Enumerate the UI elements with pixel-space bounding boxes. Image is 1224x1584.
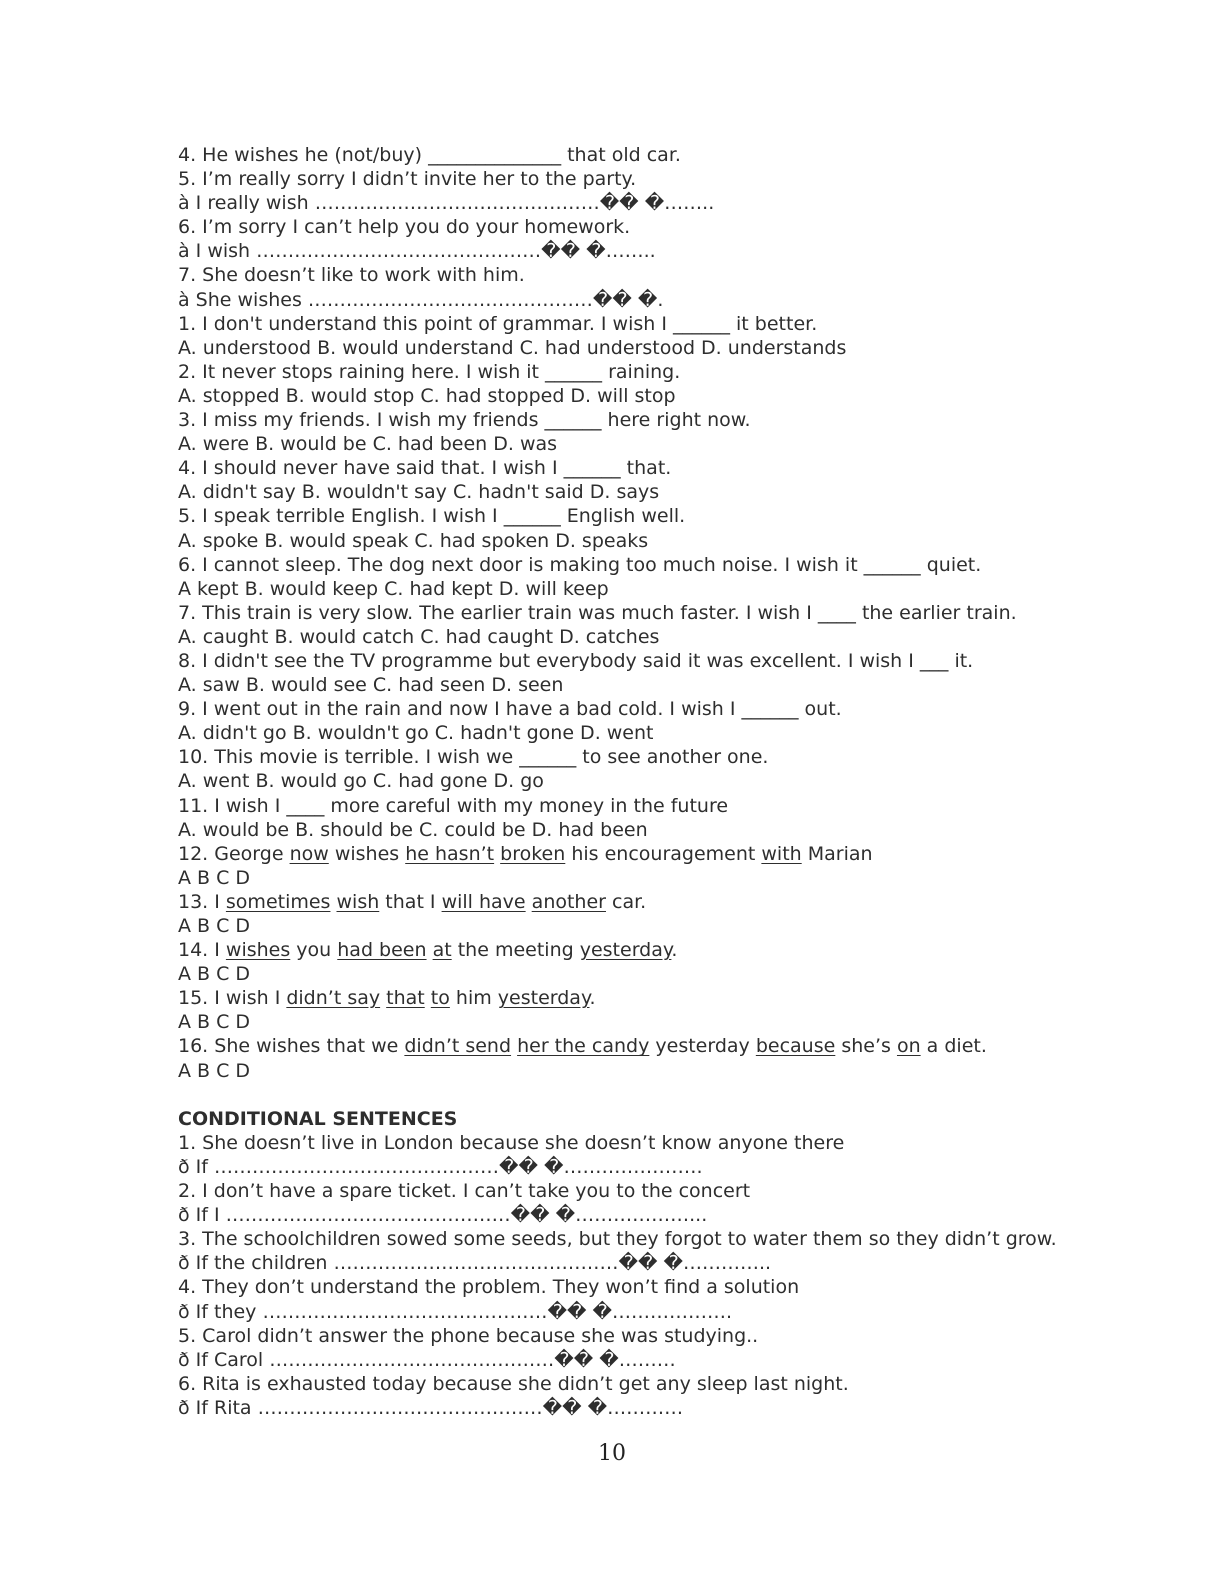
answer-options: A. were B. would be C. had been D. was <box>178 433 558 456</box>
text-segment: the meeting <box>451 939 580 962</box>
exercise-line: ð If ………………………………………�� �…………………. <box>178 1155 703 1178</box>
text-segment: 12. George <box>178 842 290 865</box>
answer-letters: A B C D <box>178 915 251 937</box>
answer-letters: A B C D <box>178 866 251 889</box>
exercise-line: à I wish ………………………………………�� �…….. <box>178 240 656 263</box>
answer-options: A. didn't say B. wouldn't say C. hadn't said D. says <box>178 481 660 504</box>
error-question-line <box>178 842 1158 866</box>
underlined-segment: her the candy <box>517 1035 650 1058</box>
wish-error-identification-section <box>178 842 1158 1083</box>
exercise-line: à She wishes ………………………………………�� �. <box>178 288 664 311</box>
answer-options: A. understood B. would understand C. had understood D. understands <box>178 336 847 359</box>
question-line: 7. This train is very slow. The earlier train was much faster. I wish I ____ the earlier train. <box>178 601 1017 624</box>
underlined-segment: that <box>386 987 425 1010</box>
exercise-line: 4. They don’t understand the problem. They won’t find a solution <box>178 1276 800 1299</box>
exercise-line: ð If the children ………………………………………�� �………….. <box>178 1252 772 1275</box>
question-line: 11. I wish I ____ more careful with my money in the future <box>178 794 729 817</box>
answer-letters: A B C D <box>178 963 251 986</box>
text-segment: him <box>449 987 498 1010</box>
answer-letters: A B C D <box>178 1059 251 1082</box>
underlined-segment: wish <box>336 890 380 913</box>
text-segment: 16. She wishes that we <box>178 1035 405 1058</box>
exercise-line: 3. The schoolchildren sowed some seeds, but they forgot to water them so they didn’t grow. <box>178 1228 1057 1251</box>
answer-options: A. went B. would go C. had gone D. go <box>178 770 544 793</box>
question-line: 1. I don't understand this point of grammar. I wish I ______ it better. <box>178 312 818 335</box>
underlined-segment: didn’t send <box>404 1035 512 1058</box>
page-number: 10 <box>598 1441 626 1466</box>
text-segment: you <box>290 939 338 962</box>
underlined-segment: yesterday <box>497 987 590 1010</box>
question-line: 2. It never stops raining here. I wish it ______ raining. <box>178 360 681 383</box>
text-segment: yesterday <box>649 1035 756 1058</box>
underlined-segment: to <box>430 987 450 1010</box>
exercise-line: ð If they ………………………………………�� �………………. <box>178 1300 732 1323</box>
section-spacer <box>178 1083 1158 1107</box>
answer-options: A. saw B. would see C. had seen D. seen <box>178 674 564 697</box>
error-question-line <box>178 890 1158 914</box>
underlined-segment: had been <box>337 939 427 962</box>
underlined-segment: with <box>761 842 802 865</box>
wish-rewrite-section <box>178 143 1158 312</box>
text-segment: . <box>671 939 678 962</box>
question-line: 10. This movie is terrible. I wish we ______ to see another one. <box>178 746 769 769</box>
underlined-segment: another <box>531 890 606 913</box>
exercise-line: 2. I don’t have a spare ticket. I can’t take you to the concert <box>178 1180 751 1203</box>
conditional-exercises <box>178 1131 1158 1420</box>
wish-multiple-choice-section <box>178 312 1158 842</box>
underlined-segment: didn’t say <box>286 987 381 1010</box>
text-segment: 14. I <box>178 939 226 962</box>
text-segment: car. <box>605 890 647 913</box>
text-segment: she’s <box>835 1035 897 1058</box>
error-question-line <box>178 986 1158 1010</box>
exercise-line: 5. I’m really sorry I didn’t invite her to the party. <box>178 168 637 191</box>
exercise-line: 6. I’m sorry I can’t help you do your homework. <box>178 216 631 239</box>
answer-options: A. stopped B. would stop C. had stopped D. will stop <box>178 384 676 407</box>
text-segment: wishes <box>328 842 406 865</box>
question-line: 4. I should never have said that. I wish I ______ that. <box>178 457 672 480</box>
exercise-line: 1. She doesn’t live in London because she doesn’t know anyone there <box>178 1131 845 1154</box>
underlined-segment: wishes <box>225 939 291 962</box>
question-line: 5. I speak terrible English. I wish I ______ English well. <box>178 505 686 528</box>
document-body <box>178 143 1158 1420</box>
underlined-segment: will have <box>441 890 526 913</box>
error-question-line <box>178 1034 1158 1058</box>
text-segment: 13. I <box>178 890 226 913</box>
answer-options: A. would be B. should be C. could be D. had been <box>178 818 648 841</box>
answer-options: A. spoke B. would speak C. had spoken D. speaks <box>178 529 649 552</box>
underlined-segment: now <box>289 842 329 865</box>
answer-letters: A B C D <box>178 1011 251 1034</box>
question-line: 6. I cannot sleep. The dog next door is making too much noise. I wish it ______ quiet. <box>178 553 982 576</box>
question-line: 8. I didn't see the TV programme but everybody said it was excellent. I wish I ___ it. <box>178 649 974 672</box>
text-segment: 15. I wish I <box>178 987 287 1010</box>
text-segment: his encouragement <box>565 842 762 865</box>
error-question-line <box>178 938 1158 962</box>
exercise-line: ð If Rita ………………………………………�� �………… <box>178 1396 684 1419</box>
exercise-line: 4. He wishes he (not/buy) ______________ that old car. <box>178 144 681 166</box>
exercise-line: ð If Carol ………………………………………�� �……… <box>178 1348 676 1371</box>
question-line: 9. I went out in the rain and now I have a bad cold. I wish I ______ out. <box>178 698 842 721</box>
text-segment: that I <box>379 890 442 913</box>
exercise-line: 6. Rita is exhausted today because she didn’t get any sleep last night. <box>178 1372 849 1395</box>
exercise-line: ð If I ………………………………………�� �………………... <box>178 1204 708 1227</box>
underlined-segment: at <box>432 939 452 962</box>
answer-options: A. didn't go B. wouldn't go C. hadn't gone D. went <box>178 722 654 745</box>
underlined-segment: he hasn’t <box>405 842 495 865</box>
underlined-segment: because <box>755 1035 836 1058</box>
answer-options: A. caught B. would catch C. had caught D. catches <box>178 625 660 648</box>
question-line: 3. I miss my friends. I wish my friends ______ here right now. <box>178 409 751 432</box>
underlined-segment: yesterday <box>579 939 672 962</box>
underlined-segment: broken <box>500 842 566 865</box>
section-heading: CONDITIONAL SENTENCES <box>178 1107 458 1130</box>
exercise-line: à I really wish ………………………………………�� �…….. <box>178 192 715 215</box>
text-segment: Marian <box>801 842 873 865</box>
underlined-segment: sometimes <box>225 890 331 913</box>
text-segment: a diet. <box>920 1035 987 1058</box>
underlined-segment: on <box>896 1035 921 1058</box>
text-segment: . <box>589 987 596 1010</box>
exercise-line: 7. She doesn’t like to work with him. <box>178 264 525 287</box>
exercise-line: 5. Carol didn’t answer the phone because she was studying.. <box>178 1324 759 1347</box>
answer-options: A kept B. would keep C. had kept D. will keep <box>178 577 609 600</box>
